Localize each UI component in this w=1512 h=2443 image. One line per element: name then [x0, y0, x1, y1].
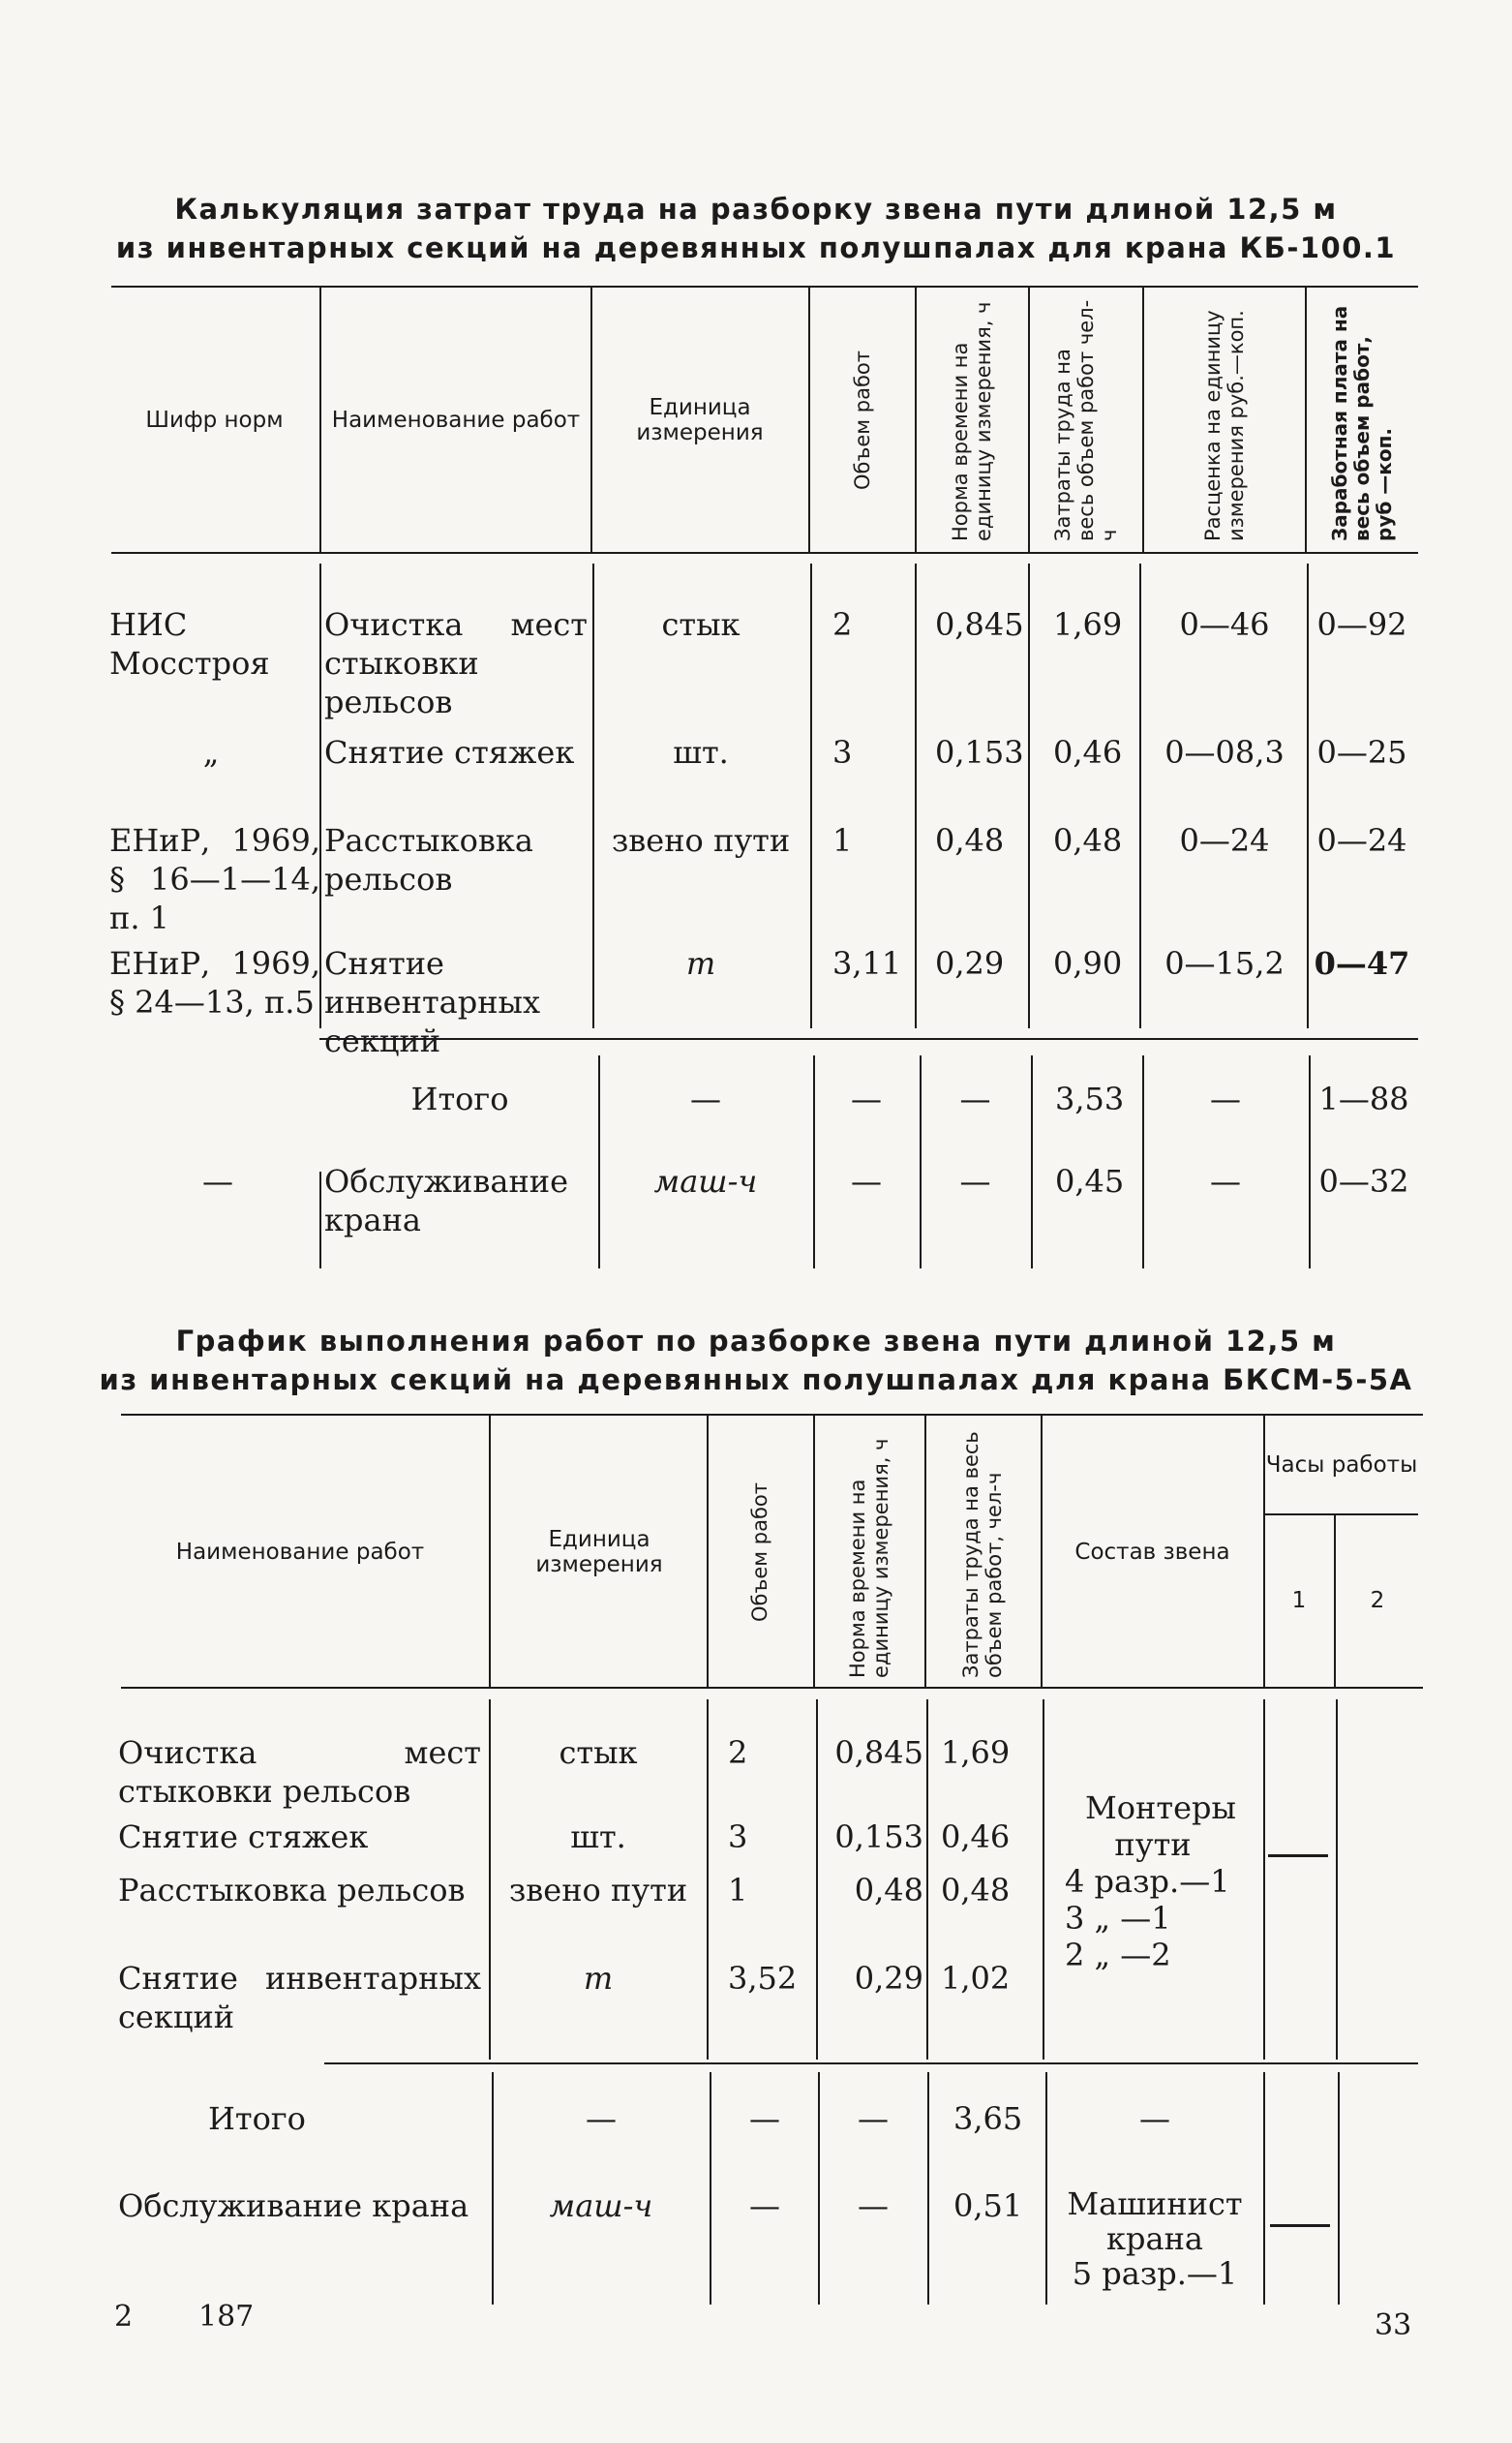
- t2-row3-name: Расстыковка рельсов: [118, 1872, 466, 1909]
- t2-row1-unit: стык: [559, 1734, 638, 1771]
- table2-total-rule: [324, 2062, 1418, 2064]
- t1-hdr-vline: [1305, 288, 1307, 552]
- t2-crane-name: Обслуживание крана: [118, 2187, 469, 2224]
- t1-row2-rate: 0—08,3: [1164, 734, 1285, 771]
- t2-total-name: Итого: [208, 2100, 306, 2137]
- t1-header-name: Наименование работ: [331, 408, 581, 433]
- t2-crane-volume: —: [749, 2187, 780, 2224]
- t1-row1-name: Очистка мест стыковки рельсов: [324, 606, 588, 720]
- t2-row2-volume: 3: [728, 1818, 748, 1855]
- t2-header-norm: [815, 1420, 923, 1684]
- t1-header-rate-text: Расценка на единицу измерения руб.—коп.: [1200, 310, 1248, 541]
- t2-foot-vline: [1263, 2072, 1265, 2305]
- t2-header-labor-text: Затраты труда на весь объем работ, чел-ч: [959, 1431, 1006, 1678]
- t2-row1-norm: 0,845: [834, 1734, 923, 1771]
- t1-crane-rate: —: [1210, 1163, 1241, 1200]
- t2-crane-crew-line3: 5 разр.—1: [1072, 2255, 1238, 2292]
- t1-row3-rate: 0—24: [1179, 822, 1270, 859]
- t2-crane-crew: [1047, 2186, 1262, 2291]
- t2-row2-labor: 0,46: [941, 1818, 1011, 1855]
- t1-crane-labor: 0,45: [1055, 1163, 1125, 1200]
- t1-hdr-vline: [808, 288, 810, 552]
- t1-body-vline: [1028, 564, 1030, 1028]
- t2-body-vline: [926, 1699, 928, 2060]
- t1-header-code: Шифр норм: [145, 408, 284, 433]
- t1-row4-volume: 3,11: [832, 945, 902, 982]
- table1-title: [97, 190, 1415, 267]
- t1-row4-unit: т: [685, 945, 716, 982]
- t2-crane-unit: маш-ч: [549, 2187, 653, 2224]
- t1-row4-wage: 0—47: [1314, 945, 1410, 982]
- table1-title-line2: из инвентарных секций на деревянных полушпалах для крана КБ-100.1: [115, 231, 1397, 264]
- t2-body-vline: [816, 1699, 818, 2060]
- t2-crew-line2: 3 „ —1: [1065, 1900, 1171, 1937]
- t1-row2-name: Снятие стяжек: [324, 734, 575, 771]
- t2-row1-labor: 1,69: [941, 1734, 1011, 1771]
- t1-row3-norm: 0,48: [935, 822, 1005, 859]
- t1-hdr-vline: [1142, 288, 1144, 552]
- t2-crane-crew-line2: крана: [1106, 2220, 1203, 2257]
- t2-crew-line1: 4 разр.—1: [1065, 1863, 1230, 1900]
- t1-row1-volume: 2: [832, 606, 853, 643]
- t1-total-volume: —: [851, 1081, 882, 1117]
- t2-row3-norm: 0,48: [854, 1872, 923, 1909]
- t1-row2-norm: 0,153: [935, 734, 1024, 771]
- t2-row3-volume: 1: [728, 1872, 748, 1909]
- t1-row3-unit: звено пути: [611, 822, 791, 859]
- t2-header-volume-text: Объем работ: [748, 1482, 771, 1622]
- t1-row4-code: ЕНиР, 1969, § 24—13, п.5: [109, 945, 320, 1021]
- t1-crane-volume: —: [851, 1163, 882, 1200]
- t2-body-vline: [1263, 1699, 1265, 2060]
- t2-row2-unit: шт.: [570, 1818, 626, 1855]
- t2-total-norm: —: [858, 2100, 889, 2137]
- t2-row1-name: Очистка мест стыковки рельсов: [118, 1734, 481, 1810]
- t2-row4-norm: 0,29: [854, 1960, 923, 1997]
- t1-row3-wage: 0—24: [1316, 822, 1407, 859]
- t2-hour-bar-main: [1268, 1854, 1328, 1857]
- table2-hours-rule: [1263, 1513, 1418, 1515]
- t2-row3-labor: 0,48: [941, 1872, 1011, 1909]
- t1-total-rate: —: [1210, 1081, 1241, 1117]
- t2-row1-volume: 2: [728, 1734, 748, 1771]
- t1-total-wage: 1—88: [1318, 1081, 1409, 1117]
- t1-row2-wage: 0—25: [1316, 734, 1407, 771]
- t1-row1-wage: 0—92: [1316, 606, 1407, 643]
- t2-row2-norm: 0,153: [834, 1818, 923, 1855]
- t2-crew-title: Монтеры пути: [1085, 1789, 1236, 1863]
- t1-header-unit: Единица измерения: [636, 395, 764, 445]
- t2-row4-labor: 1,02: [941, 1960, 1011, 1997]
- t1-hdr-vline: [915, 288, 917, 552]
- t2-crane-crew-line1: Машинист: [1067, 2185, 1243, 2222]
- t2-header-labor: [926, 1420, 1039, 1684]
- t1-header-wage: [1308, 292, 1416, 548]
- t2-hour-bar-crane: [1270, 2224, 1330, 2227]
- t1-row2-volume: 3: [832, 734, 853, 771]
- t1-header-norm: [918, 292, 1026, 548]
- t1-header-volume: [811, 292, 914, 548]
- t1-header-volume-text: Объем работ: [851, 351, 874, 490]
- t1-body-vline: [810, 564, 812, 1028]
- t2-crane-norm: —: [858, 2187, 889, 2224]
- footer-code: 187: [198, 2300, 255, 2334]
- t1-total-labor: 3,53: [1055, 1081, 1125, 1117]
- t1-total-unit: —: [690, 1081, 721, 1117]
- table1-top-rule: [111, 286, 1418, 288]
- t1-foot-vline: [319, 1172, 321, 1268]
- t1-row1-labor: 1,69: [1053, 606, 1123, 643]
- t1-header-rate: [1145, 292, 1303, 548]
- table2-title: [97, 1322, 1415, 1399]
- t1-row4-labor: 0,90: [1053, 945, 1123, 982]
- t2-total-unit: —: [586, 2100, 617, 2137]
- t1-crane-norm: —: [959, 1163, 991, 1200]
- t2-hdr-vline: [1041, 1416, 1043, 1687]
- t1-crane-name: Обслуживание крана: [324, 1163, 569, 1238]
- t1-body-vline: [915, 564, 917, 1028]
- t1-row4-name: Снятие инвентарных секций: [324, 945, 541, 1059]
- t2-total-crew: —: [1139, 2100, 1170, 2137]
- t1-row2-code: „: [202, 734, 220, 771]
- t1-row1-unit: стык: [661, 606, 741, 643]
- t1-row1-rate: 0—46: [1179, 606, 1270, 643]
- t1-header-labor: [1031, 292, 1140, 548]
- footer-sheet-number: 2: [114, 2300, 134, 2334]
- t2-header-volume: [709, 1420, 811, 1684]
- t2-header-crew: Состав звена: [1074, 1539, 1230, 1565]
- t2-body-vline: [489, 1699, 491, 2060]
- t1-header-norm-text: Норма времени на единицу измерения, ч: [949, 301, 995, 541]
- t1-total-name: Итого: [410, 1081, 509, 1117]
- t1-row3-name: Расстыковка рельсов: [324, 822, 533, 898]
- t2-row3-unit: звено пути: [508, 1872, 688, 1909]
- page-number: 33: [1375, 2308, 1412, 2342]
- table1-header-rule: [111, 552, 1418, 554]
- t1-row4-norm: 0,29: [935, 945, 1005, 982]
- t2-header-hour2: 2: [1370, 1588, 1385, 1613]
- t2-total-labor: 3,65: [953, 2100, 1023, 2137]
- t1-row1-code: НИС Мосстроя: [109, 606, 270, 682]
- t1-crane-unit: маш-ч: [653, 1163, 758, 1200]
- t2-header-norm-text: Норма времени на единицу измерения, ч: [846, 1438, 892, 1678]
- t1-hdr-vline: [590, 288, 592, 552]
- t1-hdr-vline: [319, 288, 321, 552]
- t2-header-unit: Единица измерения: [535, 1526, 663, 1577]
- t2-row2-name: Снятие стяжек: [118, 1818, 369, 1855]
- t1-row4-rate: 0—15,2: [1164, 945, 1285, 982]
- t2-foot-vline: [1338, 2072, 1340, 2305]
- table2-title-line1: График выполнения работ по разборке звена пути длиной 12,5 м: [175, 1325, 1337, 1358]
- t2-body-vline: [1336, 1699, 1338, 2060]
- table2-title-line2: из инвентарных секций на деревянных полушпалах для крана БКСМ-5-5А: [99, 1363, 1413, 1396]
- t2-body-vline: [707, 1699, 709, 2060]
- t1-row3-volume: 1: [832, 822, 853, 859]
- t2-crew-line3: 2 „ —2: [1065, 1937, 1171, 1973]
- t1-header-wage-text: Заработная плата на весь объем работ, руб —коп.: [1327, 305, 1396, 541]
- t2-crane-labor: 0,51: [953, 2187, 1023, 2224]
- t1-row3-labor: 0,48: [1053, 822, 1123, 859]
- t2-row4-volume: 3,52: [728, 1960, 798, 1997]
- t1-row1-norm: 0,845: [935, 606, 1024, 643]
- t1-total-norm: —: [959, 1081, 991, 1117]
- t2-total-volume: —: [749, 2100, 780, 2137]
- t1-crane-wage: 0—32: [1318, 1163, 1409, 1200]
- t2-crew-main: [1045, 1789, 1260, 1973]
- t1-header-labor-text: Затраты труда на весь объем работ чел-ч: [1050, 299, 1121, 541]
- t1-hdr-vline: [1028, 288, 1030, 552]
- t2-row4-unit: т: [583, 1960, 614, 1997]
- table2-header-rule: [121, 1687, 1423, 1689]
- t2-header-hour1: 1: [1291, 1588, 1307, 1613]
- t2-hdr-vline: [489, 1416, 491, 1687]
- t2-row4-name: Снятие инвентарных секций: [118, 1960, 481, 2035]
- t1-row2-labor: 0,46: [1053, 734, 1123, 771]
- table1-title-line1: Калькуляция затрат труда на разборку звена пути длиной 12,5 м: [174, 193, 1338, 226]
- t2-foot-vline: [927, 2072, 929, 2305]
- t1-crane-code: —: [202, 1163, 233, 1200]
- t2-body-vline: [1043, 1699, 1044, 2060]
- t1-foot-vline: [1031, 1055, 1033, 1268]
- t2-header-hours: Часы работы: [1265, 1452, 1418, 1478]
- table2-top-rule: [121, 1414, 1423, 1416]
- t1-row2-unit: шт.: [673, 734, 729, 771]
- t1-row3-code: ЕНиР, 1969, § 16—1—14, п. 1: [109, 822, 320, 936]
- t2-header-name: Наименование работ: [175, 1539, 425, 1565]
